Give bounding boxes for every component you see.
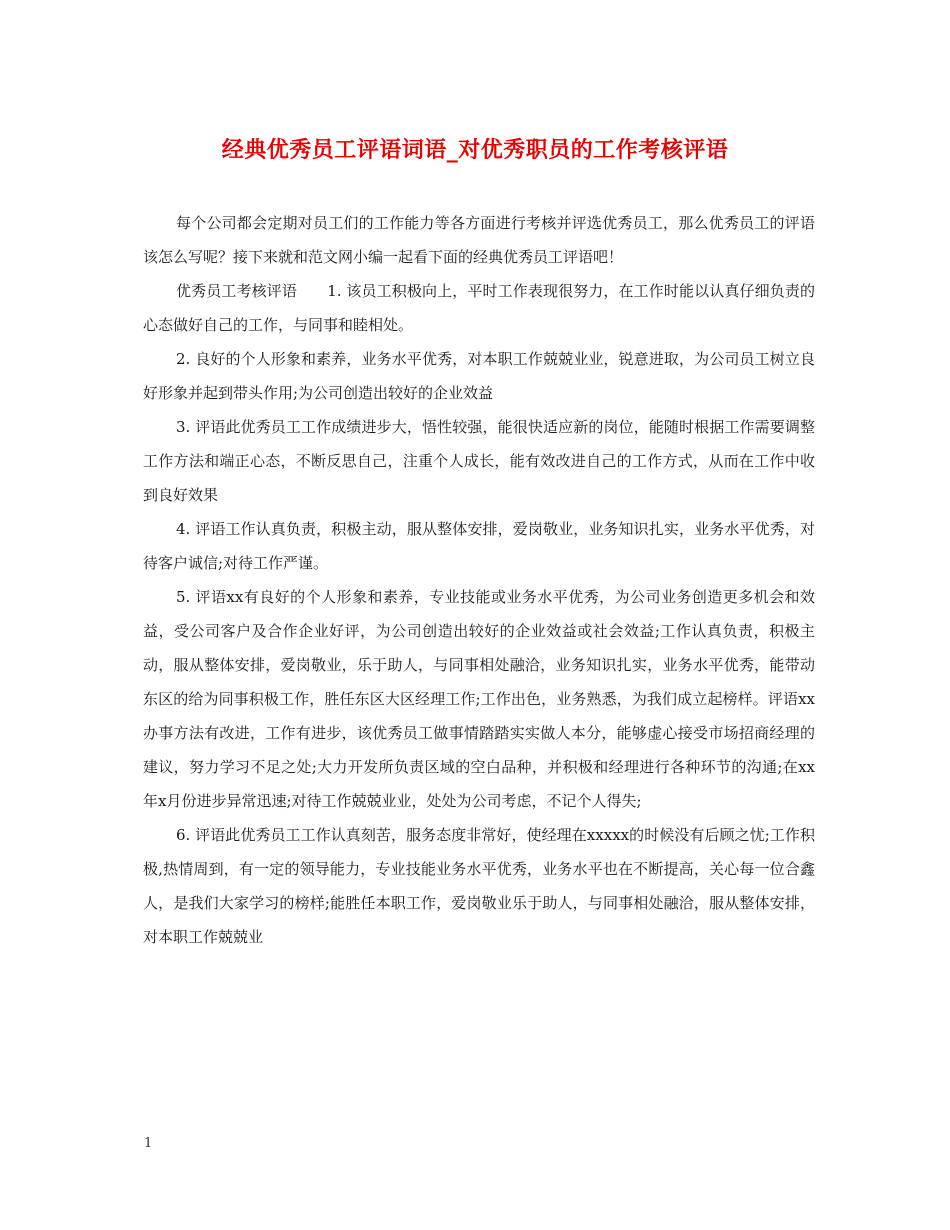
comment-item-4: 4. 评语工作认真负责，积极主动，服从整体安排，爱岗敬业，业务知识扎实，业务水平优秀，对待客户诚信;对待工作严谨。 (143, 520, 815, 572)
page-number: 1 (144, 1136, 153, 1151)
comment-item-3: 3. 评语此优秀员工工作成绩进步大，悟性较强，能很快适应新的岗位，能随时根据工作需要调整工作方法和端正心态，不断反思自己，注重个人成长，能有效改进自己的工作方式，从而在工作中收到良好效果 (143, 418, 815, 504)
intro-paragraph: 每个公司都会定期对员工们的工作能力等各方面进行考核并评选优秀员工，那么优秀员工的评语该怎么写呢？接下来就和范文网小编一起看下面的经典优秀员工评语吧！ (143, 214, 815, 266)
document-body (143, 206, 815, 954)
comment-item-6: 6. 评语此优秀员工工作认真刻苦，服务态度非常好，使经理在xxxxx的时候没有后顾之忧;工作积极,热情周到，有一定的领导能力，专业技能业务水平优秀，业务水平也在不断提高，关心每一位合鑫人，是我们大家学习的榜样;能胜任本职工作，爱岗敬业乐于助人，与同事相处融洽，服从整体安排，对本职工作兢兢业 (143, 826, 815, 946)
comment-item-1: 优秀员工考核评语 1. 该员工积极向上，平时工作表现很努力，在工作时能以认真仔细负责的心态做好自己的工作，与同事和睦相处。 (143, 282, 815, 334)
comment-item-5: 5. 评语xx有良好的个人形象和素养，专业技能或业务水平优秀，为公司业务创造更多机会和效益，受公司客户及合作企业好评，为公司创造出较好的企业效益或社会效益;工作认真负责，积极主动，服从整体安排，爱岗敬业，乐于助人，与同事相处融洽，业务知识扎实，业务水平优秀，能带动东区的给为同事积极工作，胜任东区大区经理工作;工作出色，业务熟悉，为我们成立起榜样。评语xx办事方法有改进，工作有进步，该优秀员工做事情踏踏实实做人本分，能够虚心接受市场招商经理的建议，努力学习不足之处;大力开发所负责区域的空白品种，并积极和经理进行各种环节的沟通;在xx年x月份进步异常迅速;对待工作兢兢业业，处处为公司考虑，不记个人得失; (143, 588, 815, 810)
document-title: 经典优秀员工评语词语_对优秀职员的工作考核评语 (221, 138, 729, 163)
comment-item-2: 2. 良好的个人形象和素养，业务水平优秀，对本职工作兢兢业业，锐意进取，为公司员工树立良好形象并起到带头作用;为公司创造出较好的企业效益 (143, 350, 815, 402)
